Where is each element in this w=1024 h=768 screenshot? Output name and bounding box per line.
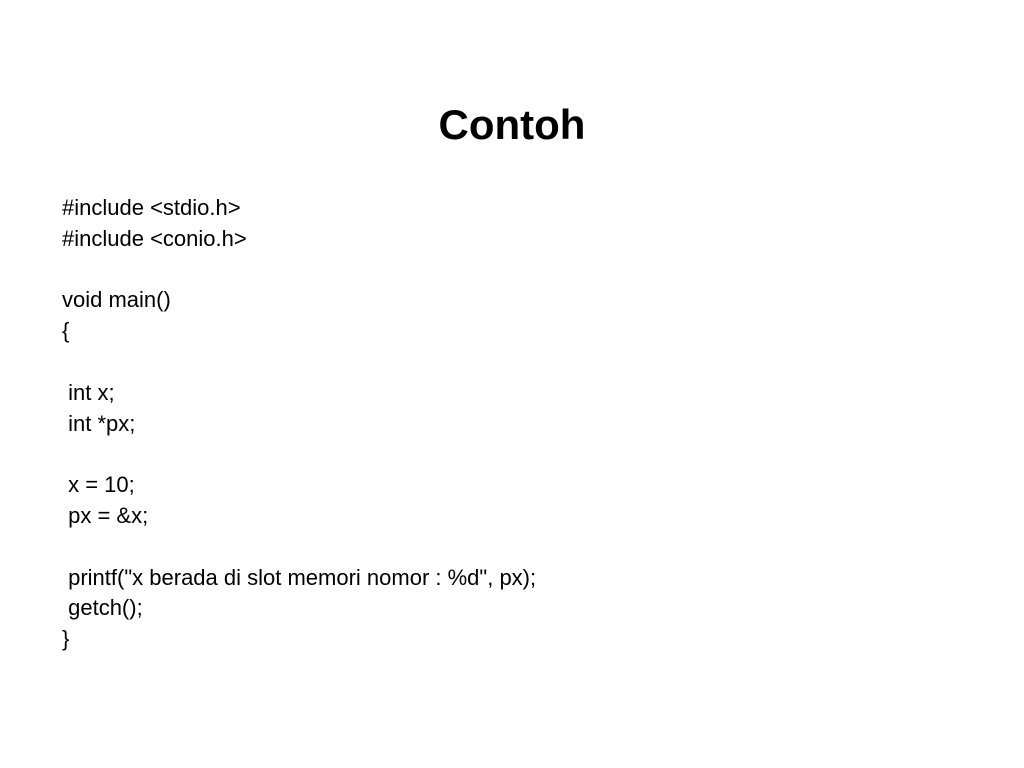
code-line: printf("x berada di slot memori nomor : %d", px); (62, 564, 537, 590)
code-line: getch(); (62, 595, 143, 621)
code-line: void main() (62, 287, 171, 313)
code-block (62, 193, 962, 655)
code-line (62, 439, 962, 470)
code-line (62, 255, 962, 286)
code-line (62, 347, 962, 378)
code-line: int x; (62, 379, 115, 405)
code-line: px = &x; (62, 502, 149, 528)
code-line: #include <stdio.h> (62, 195, 241, 220)
code-line: int *px; (62, 410, 136, 436)
code-line: #include <conio.h> (62, 225, 247, 251)
slide-title: Contoh (438, 101, 586, 148)
code-line: x = 10; (62, 472, 135, 498)
code-line: } (62, 626, 70, 652)
code-line: { (62, 318, 70, 344)
code-line (62, 532, 962, 563)
